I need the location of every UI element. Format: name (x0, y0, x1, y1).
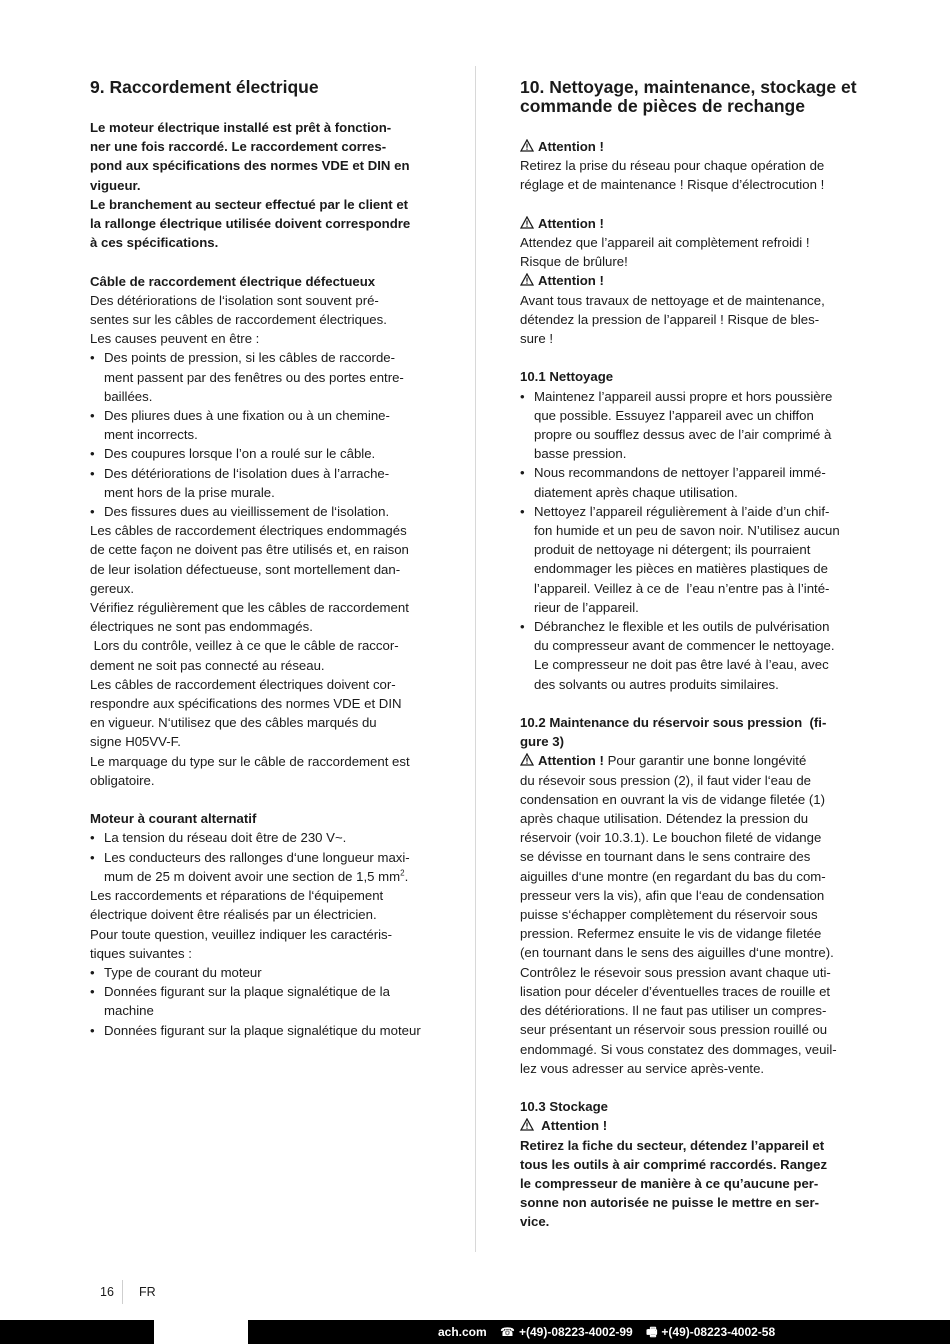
cable-causes-list (90, 348, 435, 521)
list-item: • Des points de pression, si les câbles de raccorde- ment passent par des fenêtres ou des portes entre- baillées. (90, 348, 435, 406)
list-item: • Les conducteurs des rallonges d‘une longueur maxi- mum de 25 m doivent avoir une section de 1,5 $mm^2$. (90, 848, 435, 886)
motor-heading: Moteur à courant alternatif (90, 811, 257, 827)
text-line: Des détériorations de l‘isolation sont souvent pré- (90, 292, 379, 308)
attention-warning: Attention ! (520, 271, 865, 290)
column-divider (475, 66, 476, 1252)
warning-triangle-icon (520, 216, 534, 229)
warning-triangle-icon (520, 139, 534, 152)
right-column (520, 78, 865, 1232)
text-line: à ces spécifications. (90, 235, 219, 251)
list-item: • Des pliures dues à une fixation ou à un chemine- ment incorrects. (90, 406, 435, 444)
warning-triangle-icon (520, 753, 534, 766)
list-item: • Données figurant sur la plaque signalétique de la machine (90, 982, 435, 1020)
text-line: vigueur. (90, 177, 141, 193)
motor-after-paragraph: Les raccordements et réparations de l‘équipement électrique doivent être réalisés par un électricien. Pour toute question, veuillez indiquer les caractéris- tiques suivantes : (90, 888, 393, 961)
cleaning-list (520, 387, 865, 694)
website-fragment[interactable]: ach.com (438, 1325, 487, 1339)
warning-text: Avant tous travaux de nettoyage et de maintenance, détendez la pression de l’appareil ! Risque de bles- sure ! (520, 292, 825, 347)
list-item: • Des détériorations de l‘isolation dues à l’arrache- ment hors de la prise murale. (90, 464, 435, 502)
fax-number: +(49)-08223-4002-58 (661, 1325, 776, 1339)
list-item: • Maintenez l’appareil aussi propre et hors poussière que possible. Essuyez l’appareil avec un chiffon propre ou soufflez dessus avec de l’air comprimé à basse pression. (520, 387, 865, 464)
attention-warning: Attention ! (520, 1116, 865, 1135)
list-item: • Nous recommandons de nettoyer l’appareil immé- diatement après chaque utilisation. (520, 463, 865, 501)
list-item: • Type de courant du moteur (90, 963, 435, 982)
list-item: • Débranchez le flexible et les outils de pulvérisation du compresseur avant de commencer le nettoyage. Le compresseur ne doit pas être lavé à l’eau, avec des solvants ou autres produits similaires. (520, 617, 865, 694)
warning-triangle-icon (520, 273, 534, 286)
phone-icon: ☎ (500, 1325, 515, 1339)
text-line: Le branchement au secteur effectué par le client et (90, 196, 409, 212)
list-item: • Nettoyez l’appareil régulièrement à l’aide d’un chif- fon humide et un peu de savon noir. N’utilisez aucun produit de nettoyage ni détergent; ils pourraient endommager les pièces en matières plastiques de l’appareil. Veillez à ce de l’eau n’entre pas à l’inté- rieur de l’appareil. (520, 502, 865, 617)
fax-icon: 🖷 (646, 1325, 658, 1339)
warning-text: Attendez que l’appareil ait complètement refroidi ! Risque de brûlure! (520, 235, 810, 270)
cable-after-paragraph: Les câbles de raccordement électriques endommagés de cette façon ne doivent pas être utilisés et, en raison de leur isolation défectueuse, sont mortellement dan- gereux. Vérifiez régulièrement que les câbles de raccordement électriques ne sont pas endommagés. Lors du contrôle, veillez à ce que le câble de raccor- dement ne soit pas connecté au réseau. Les câbles de raccordement électriques doivent cor- respondre aux spécifications des normes VDE et DIN en vigueur. N‘utilisez que des câbles marqués du signe H05VV-F. Le marquage du type sur le câble de raccordement est obligatoire. (90, 523, 410, 788)
section-heading-electrical: 9. Raccordement électrique (90, 77, 319, 97)
maintenance-paragraph: Attention ! Pour garantir une bonne longévité du résevoir sous pression (2), il faut vider l‘eau de condensation en ouvrant la vis de vidange filetée (1) après chaque utilisation. Détendez la pression du réservoir (voir 10.3.1). Le bouchon fileté de vidange se dévisse en tournant dans le sens contraire des aiguilles d‘une montre (en regardant du bas du com- presseur vers la vis), afin que l‘eau de condensation puisse s‘échapper complètement du réservoir sous pression. Refermez ensuite le vis de vidange filetée (en tournant dans le sens des aiguilles d‘une montre). Contrôlez le résevoir sous pression avant chaque uti- lisation pour déceler d’éventuelles traces de rouille et des détériorations. Il ne faut pas utiliser un compres- seur présentant un réservoir sous pression rouillé ou endommagé. Si vous constatez des dommages, veuil- lez vous adresser au service après-vente. (520, 753, 837, 1076)
warning-triangle-icon (520, 1118, 534, 1131)
motor-list (90, 828, 435, 886)
intro-paragraph (90, 118, 435, 252)
language-code: FR (139, 1285, 156, 1299)
warning-text: Retirez la prise du réseau pour chaque opération de réglage et de maintenance ! Risque d’électrocution ! (520, 158, 825, 193)
text-line: Le moteur électrique installé est prêt à fonction- (90, 120, 392, 135)
list-item: • Données figurant sur la plaque signalétique du moteur (90, 1021, 435, 1040)
attention-warning: Attention ! (520, 137, 865, 156)
storage-paragraph: Retirez la fiche du secteur, détendez l’appareil et tous les outils à air comprimé raccordés. Rangez le compresseur de manière à ce qu’aucune per- sonne non autorisée ne puisse le mettre en ser- vice. (520, 1137, 828, 1230)
cable-paragraph (90, 291, 435, 349)
storage-heading: 10.3 Stockage (520, 1099, 608, 1115)
footer-bar-gap (154, 1320, 248, 1344)
maintenance-heading: 10.2 Maintenance du réservoir sous pression (fi- gure 3) (520, 715, 827, 750)
phone-number: +(49)-08223-4002-99 (518, 1325, 633, 1339)
motor-specs-list (90, 963, 435, 1040)
list-item: • Des fissures dues au vieillissement de l‘isolation. (90, 502, 435, 521)
attention-warning: Attention ! (520, 214, 865, 233)
text-line: sentes sur les câbles de raccordement électriques. (90, 312, 387, 328)
left-column (90, 78, 435, 1040)
cable-heading: Câble de raccordement électrique défectueux (90, 273, 376, 289)
text-line: Les causes peuvent en être : (90, 331, 260, 347)
text-line: pond aux spécifications des normes VDE et DIN en (90, 158, 410, 174)
cleaning-heading: 10.1 Nettoyage (520, 369, 614, 385)
footer-divider (122, 1280, 123, 1304)
contact-bar (248, 1320, 950, 1344)
list-item: • La tension du réseau doit être de 230 V~. (90, 828, 435, 847)
text-line: la rallonge électrique utilisée doivent correspondre (90, 216, 411, 232)
text-line: ner une fois raccordé. Le raccordement corres- (90, 139, 387, 155)
page-number: 16 (100, 1285, 114, 1299)
section-heading-cleaning: 10. Nettoyage, maintenance, stockage et commande de pièces de rechange (520, 77, 857, 116)
footer-bar-left (0, 1320, 154, 1344)
list-item: • Des coupures lorsque l’on a roulé sur le câble. (90, 444, 435, 463)
